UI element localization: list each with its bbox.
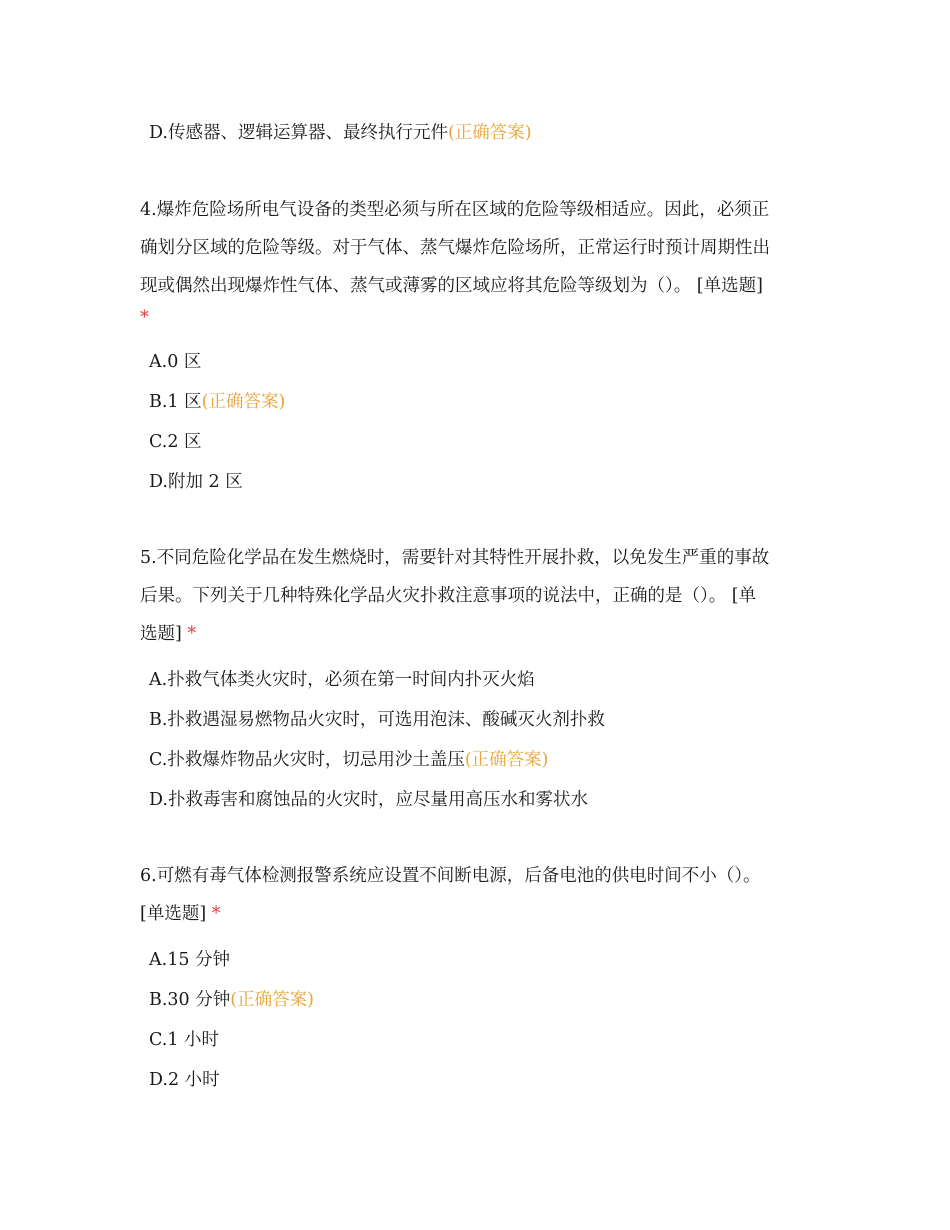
q6-option-c-text: C.1 小时 [149, 1030, 220, 1050]
q6-option-d [149, 1068, 220, 1092]
q4-stem [140, 191, 820, 331]
q5-option-d [149, 788, 588, 812]
q5-option-a [149, 668, 535, 692]
q4-option-c [149, 430, 202, 454]
q5-stem-line [140, 615, 820, 653]
q6-option-d-text: D.2 小时 [149, 1070, 220, 1090]
correct-answer-tag: (正确答案) [201, 392, 286, 412]
required-mark: * [187, 624, 197, 644]
q4-stem-line: 4.爆炸危险场所电气设备的类型必须与所在区域的危险等级相适应。因此，必须正 [140, 200, 770, 220]
q4-option-a [149, 350, 201, 374]
q5-option-b [149, 708, 605, 732]
q4-option-d [149, 470, 243, 494]
q6-option-b [149, 988, 314, 1012]
q5-option-d-text: D.扑救毒害和腐蚀品的火灾时，应尽量用高压水和雾状水 [149, 790, 588, 810]
q4-required-line [140, 305, 820, 331]
q5-option-a-text: A.扑救气体类火灾时，必须在第一时间内扑灭火焰 [149, 670, 535, 690]
q4-option-b-text: B.1 区 [149, 392, 202, 412]
correct-answer-tag: (正确答案) [464, 750, 549, 770]
q5-stem-line: 后果。下列关于几种特殊化学品火灾扑救注意事项的说法中，正确的是（）。 [单 [140, 586, 757, 606]
q4-option-b [149, 390, 285, 414]
required-mark: * [140, 308, 149, 328]
q4-stem-line: 现或偶然出现爆炸性气体、蒸气或薄雾的区域应将其危险等级划为（）。 [单选题] [140, 276, 763, 296]
q6-option-a-text: A.15 分钟 [149, 950, 231, 970]
q6-stem [140, 857, 820, 933]
q5-option-c [149, 748, 548, 772]
q6-option-a [149, 948, 230, 972]
q3-option-d-text: D.传感器、逻辑运算器、最终执行元件 [149, 123, 448, 143]
q6-option-c [149, 1028, 219, 1052]
q6-stem-line-text: [单选题] [140, 904, 207, 924]
q3-option-d [149, 121, 532, 145]
q6-stem-line: 6.可燃有毒气体检测报警系统应设置不间断电源，后备电池的供电时间不小（）。 [140, 866, 761, 886]
q5-stem-line: 5.不同危险化学品在发生燃烧时，需要针对其特性开展扑救，以免发生严重的事故 [140, 548, 770, 568]
q5-stem-line-text: 选题] [140, 624, 182, 644]
q5-option-c-text: C.扑救爆炸物品火灾时，切忌用沙土盖压 [149, 750, 465, 770]
q5-stem [140, 539, 820, 653]
q4-option-a-text: A.0 区 [149, 352, 202, 372]
correct-answer-tag: (正确答案) [447, 123, 532, 143]
q4-option-d-text: D.附加 2 区 [149, 472, 243, 492]
q6-option-b-text: B.30 分钟 [149, 990, 231, 1010]
q4-stem-line: 确划分区域的危险等级。对于气体、蒸气爆炸危险场所，正常运行时预计周期性出 [140, 238, 770, 258]
correct-answer-tag: (正确答案) [230, 990, 314, 1010]
q5-option-b-text: B.扑救遇湿易燃物品火灾时，可选用泡沫、酸碱灭火剂扑救 [149, 710, 605, 730]
required-mark: * [211, 904, 221, 924]
q6-stem-line [140, 895, 820, 933]
q4-option-c-text: C.2 区 [149, 432, 202, 452]
